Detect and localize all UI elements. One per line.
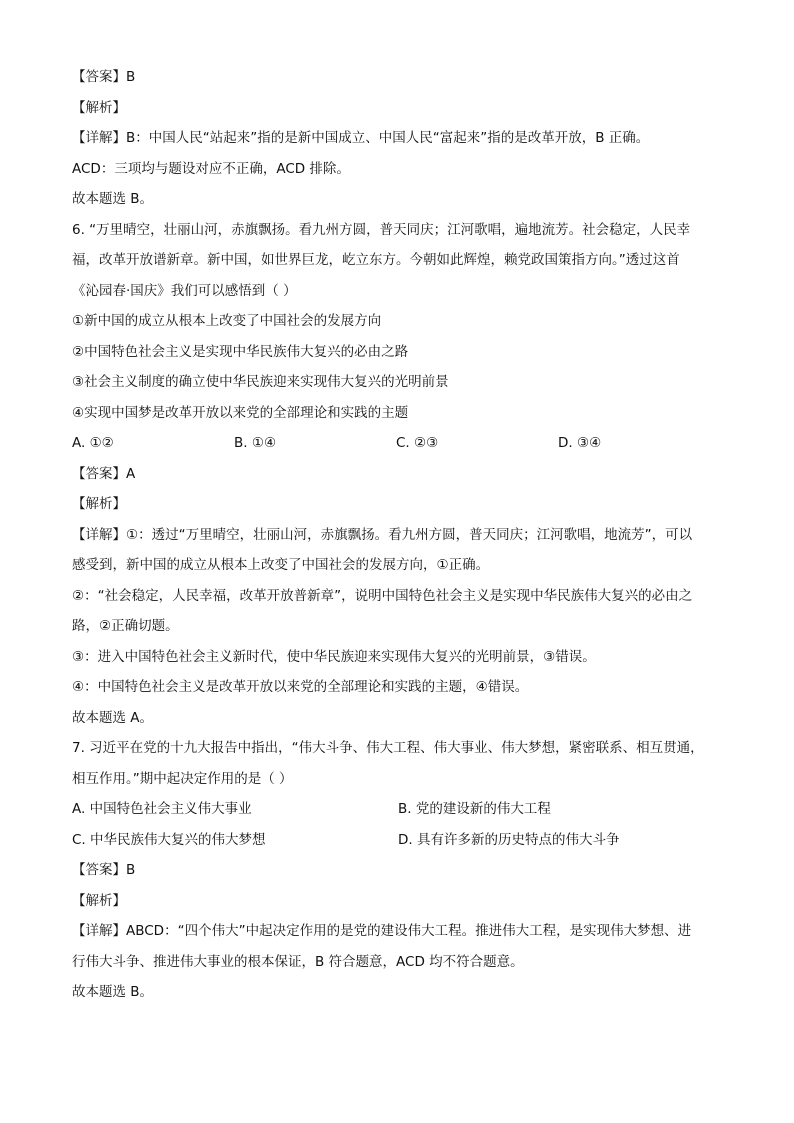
q7-detail-line-1: 【详解】ABCD：“四个伟大”中起决定作用的是党的建设伟大工程。推进伟大工程，是实现伟大梦想、进 xyxy=(72,923,692,939)
q6-conclusion: 故本题选 A。 xyxy=(72,709,154,726)
q7-conclusion: 故本题选 B。 xyxy=(72,984,154,1000)
q7-answer: 【答案】B xyxy=(72,862,136,878)
q6-stem-line-3: 《沁园春·国庆》我们可以感悟到（ ） xyxy=(72,282,297,299)
q6-option-a: A. ①② xyxy=(72,435,114,451)
q6-detail-line-4: 路，②正确切题。 xyxy=(72,618,179,634)
q6-option-d: D. ③④ xyxy=(558,435,602,451)
q6-detail-line-1: 【详解】①：透过“万里晴空，壮丽山河，赤旗飘扬。看九州方圆，普天同庆；江河歌唱，地流芳”，可以 xyxy=(72,526,693,543)
q6-stem-line-1: 6. “万里晴空，壮丽山河，赤旗飘扬。看九州方圆，普天同庆；江河歌唱，遍地流芳。社会稳定，人民幸 xyxy=(72,221,691,238)
q6-detail-line-2: 感受到，新中国的成立从根本上改变了中国社会的发展方向，①正确。 xyxy=(72,557,490,573)
q7-options-row-2 xyxy=(72,825,726,856)
q6-detail-line-6: ④：中国特色社会主义是改革开放以来党的全部理论和实践的主题，④错误。 xyxy=(72,679,529,695)
q7-options-row-1 xyxy=(72,794,726,825)
q7-stem-line-2: 相互作用。”期中起决定作用的是（ ） xyxy=(72,770,293,787)
q6-options xyxy=(72,428,726,459)
q7-option-d: D. 具有许多新的历史特点的伟大斗争 xyxy=(398,831,620,848)
q6-analysis-heading: 【解析】 xyxy=(72,496,126,512)
q6-option-b: B. ①④ xyxy=(234,435,277,451)
q6-detail-line-5: ③：进入中国特色社会主义新时代，使中华民族迎来实现伟大复兴的光明前景，③错误。 xyxy=(72,648,596,665)
q5-answer: 【答案】B xyxy=(72,69,136,85)
q6-statement-3: ③社会主义制度的确立使中华民族迎来实现伟大复兴的光明前景 xyxy=(72,374,449,390)
q5-acd-explanation: ACD：三项均与题设对应不正确，ACD 排除。 xyxy=(72,160,350,177)
q7-stem-line-1: 7. 习近平在党的十九大报告中指出，“伟大斗争、伟大工程、伟大事业、伟大梦想，紧密联系、相互贯通， xyxy=(72,740,704,756)
q5-conclusion: 故本题选 B。 xyxy=(72,191,154,207)
q7-option-c: C. 中华民族伟大复兴的伟大梦想 xyxy=(72,831,266,848)
q6-statement-1: ①新中国的成立从根本上改变了中国社会的发展方向 xyxy=(72,313,382,329)
q6-detail-line-3: ②：“社会稳定，人民幸福，改革开放普新章”，说明中国特色社会主义是实现中华民族伟大复兴的必由之 xyxy=(72,587,693,604)
q7-option-a: A. 中国特色社会主义伟大事业 xyxy=(72,801,252,817)
q7-option-b: B. 党的建设新的伟大工程 xyxy=(398,801,551,817)
q5-analysis-heading: 【解析】 xyxy=(72,99,126,116)
q6-option-c: C. ②③ xyxy=(396,435,439,451)
q7-detail-line-2: 行伟大斗争、推进伟大事业的根本保证，B 符合题意，ACD 均不符合题意。 xyxy=(72,953,524,970)
q6-answer: 【答案】A xyxy=(72,465,136,482)
q6-stem-line-2: 福，改革开放谱新章。新中国，如世界巨龙，屹立东方。今朝如此辉煌，赖党政国策指方向。”透过这首 xyxy=(72,252,680,268)
q7-analysis-heading: 【解析】 xyxy=(72,892,126,909)
q6-statement-4: ④实现中国梦是改革开放以来党的全部理论和实践的主题 xyxy=(72,404,409,421)
q6-statement-2: ②中国特色社会主义是实现中华民族伟大复兴的必由之路 xyxy=(72,343,409,360)
q5-detail: 【详解】B：中国人民“站起来”指的是新中国成立、中国人民“富起来”指的是改革开放，B 正确。 xyxy=(72,130,650,146)
